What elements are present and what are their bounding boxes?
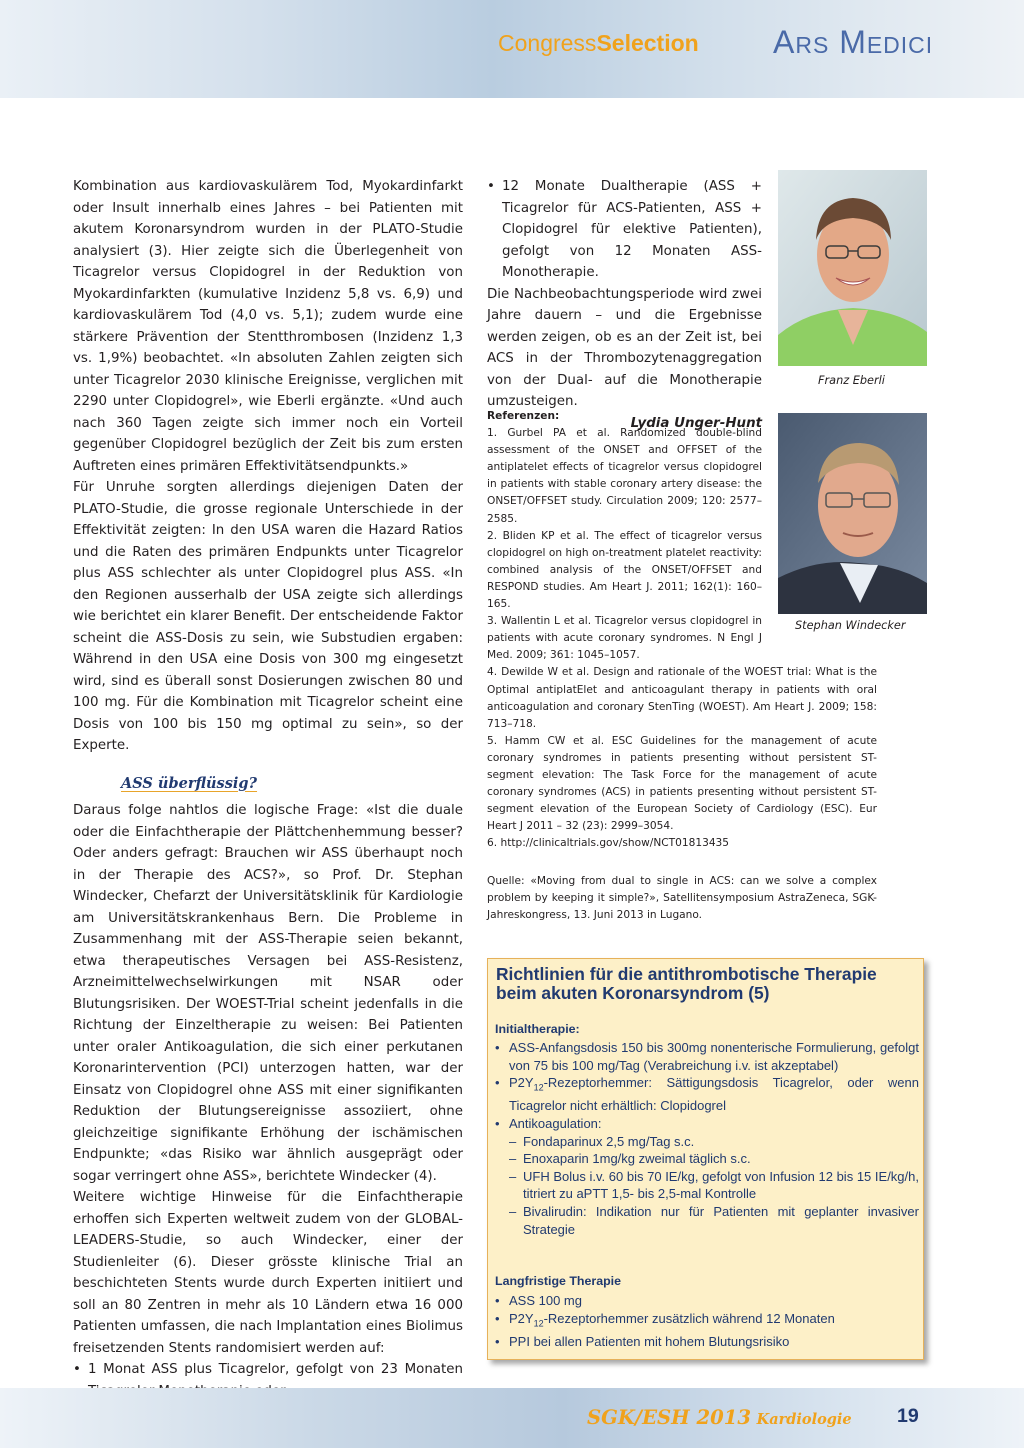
box-list [495, 1292, 919, 1350]
list-item: • $P2Y_{12}$-Rezeptorhemmer zusätzlich während 12 Monaten [495, 1310, 919, 1333]
reference-item: 4. Dewilde W et al. Design and rationale of the WOEST trial: What is the Optimal antiplatElet and anticoagulant therapy in patients with oral anticoagulation and coronary StenTing (WOEST). Am Heart J. 2009; 158: 713–718. [487, 666, 877, 730]
box-title: Richtlinien für die antithrombotische Therapie beim akuten Koronarsyndrom (5) [496, 964, 877, 1003]
list-item: • 1 Monat ASS plus Ticagrelor, gefolgt von 23 Monaten [73, 1359, 463, 1402]
bullet-list [487, 176, 762, 284]
list-item: • $P2Y_{12}$-Rezeptorhemmer: Sättigungsdosis Ticagrelor, oder wenn Ticagrelor nicht erhältlich: Clopidogrel [495, 1074, 919, 1115]
reference-item: 3. Wallentin L et al. Ticagrelor versus clopidogrel in patients with acute coronary syndromes. N Engl J Med. 2009; 361: 1045–1057. [487, 615, 762, 662]
box-section-heading: Initialtherapie: [495, 1022, 580, 1036]
list-item: • PPI bei allen Patienten mit hohem Blutungsrisiko [495, 1333, 919, 1351]
paragraph: Für Unruhe sorgten allerdings diejenigen Daten der PLATO-Studie, die grosse regionale Unterschiede in der Effektivität zeigten: In den USA waren die Hazard Ratios und die Raten des primären Endpunkts unter Ticagrelor plus ASS schlechter als unter Clopidogrel plus ASS. «In den Regionen ausserhalb der USA zeigte sich allerdings wie berichtet ein klarer Benefit. Der entscheidende Faktor scheint die ASS-Dosis zu sein, wie Substudien ergaben: Während in den USA eine Dosis von 300 mg eingesetzt wird, sind es überall sonst Dosierungen zwischen 80 und 100 mg. Für die Kombination mit Ticagrelor scheint eine Dosis von 100 bis 150 mg optimal zu sein», so der Experte. [73, 480, 463, 753]
paragraph: Kombination aus kardiovaskulärem Tod, Myokardinfarkt oder Insult innerhalb eines Jahres – bei Patienten mit akutem Koronarsyndrom wurden in der PLATO-Studie analysiert (3). Hier zeigte sich die Überlegenheit von Ticagrelor versus Clopidogrel in der Reduktion von Myokardinfarkten (kumulative Inzidenz 5,8 vs. 6,9) und kardiovaskulärem Tod (4,0 vs. 5,1); zudem wurde eine stärkere Prävention der Stentthrombosen (Inzidenz 1,3 vs. 1,9%) beobachtet. «In absoluten Zahlen zeigten sich unter Ticagrelor 2030 klinische Ereignisse, verglichen mit 2290 unter Clopidogrel», wie Eberli ergänzte. «Und auch nach 360 Tagen zeigte sich immer noch ein Vorteil gegenüber Clopidogrel bezüglich der Zeit bis zum ersten Auftreten eines primären Effektivitätsendpunkts.» [73, 179, 463, 474]
ars-medici-logo: ARS MEDICI [773, 24, 934, 60]
list-item: • ASS-Anfangsdosis 150 bis 300mg nonenterische Formulierung, gefolgt von 75 bis 100 mg/Tag (Verabreichung i.v. ist akzeptabel) [495, 1039, 919, 1074]
source-note: Quelle: «Moving from dual to single in ACS: can we solve a complex problem by keeping it simple?», Satellitensymposium AstraZeneca, SGK-Jahreskongress, 13. Juni 2013 in Lugano. [487, 875, 877, 922]
photo-franz-eberli [778, 170, 927, 366]
list-item: – Enoxaparin 1mg/kg zweimal täglich s.c. [495, 1150, 919, 1168]
middle-column [487, 176, 762, 434]
paragraph: Daraus folge nahtlos die logische Frage: «Ist die duale oder die Einfachtherapie der Plättchenhemmung besser? Oder anders gefragt: Brauchen wir ASS überhaupt noch in der Therapie des ACS?», so Prof. Dr. Stephan Windecker, Chefarzt der Universitätsklinik für Kardiologie am Universitätskrankenhaus Bern. Die Probleme in Zusammenhang mit der ASS-Therapie seien bekannt, etwa therapeutisches Versagen bei ASS-Resistenz, Arzneimittelwechselwirkungen mit NSAR oder Blutungsrisiken. Der WOEST-Trial scheint jedenfalls in die Richtung der Einzeltherapie zu weisen: Bei Patienten unter oraler Antikoagulation, die sich einer perkutanen Koronarintervention (PCI) unterzogen hatten, war der Einsatz von Clopidogrel ohne ASS mit einer signifikanten Reduktion der Blutungsereignisse assoziiert, ohne gleichzeitige signifikante Erhöhung der ischämischen Endpunkte; «das Risiko war ähnlich ausgeprägt oder sogar verringert ohne ASS», berichtete Windecker (4). [73, 803, 463, 1184]
list-item: • ASS 100 mg [495, 1292, 919, 1310]
paragraph: Weitere wichtige Hinweise für die Einfachtherapie erhoffen sich Experten weltweit zudem von der GLOBAL-LEADERS-Studie, so auch Windecker, einer der Studienleiter (6). Dieser grösste klinische Trial an beschichteten Stents wurde durch Experten initiiert und soll an 80 Zentren in mehr als 10 Ländern etwa 16 000 Patienten umfassen, die nach Implantation eines Biolimus freisetzenden Stents randomisiert werden auf: [73, 1190, 463, 1356]
photo-caption: Stephan Windecker [795, 619, 906, 632]
list-item: • Antikoagulation: [495, 1115, 919, 1133]
paragraph: Die Nachbeobachtungsperiode wird zwei Jahre dauern – und die Ergebnisse werden zeigen, ob es an der Zeit ist, bei ACS in der Thrombozytenaggregation von der Dual- auf die Monotherapie umzusteigen. [487, 286, 762, 409]
reference-item: 6. http://clinicaltrials.gov/show/NCT01813435 [487, 837, 730, 850]
congress-selection-logo: CongressSelection [498, 30, 699, 56]
reference-item: 5. Hamm CW et al. ESC Guidelines for the management of acute coronary syndromes in patients presenting without persistent ST-segment elevation: The Task Force for the management of acute coronary syndromes (ACS) in patients presenting without persistent ST-segment elevation of the European Society of Cardiology (ESC). Eur Heart J 2011 – 32 (23): 2999–3054. [487, 734, 877, 833]
list-item: • 12 Monate Dualtherapie (ASS + Ticagrelor für ACS-Patienten, ASS + Clopidogrel für elektive Patienten), gefolgt von 12 Monaten ASS-Monotherapie. [487, 176, 762, 284]
list-item: – Bivalirudin: Indikation nur für Patienten mit geplanter invasiver Strategie [495, 1203, 919, 1238]
photo-caption: Franz Eberli [818, 374, 885, 387]
guidelines-box [487, 958, 924, 1360]
left-column [73, 176, 463, 1402]
author-name: Lydia Unger-Hunt [630, 415, 762, 431]
section-heading: ASS überflüssig? [121, 774, 258, 792]
references-heading: Referenzen: [487, 410, 560, 422]
journal-footer: SGK/ESH 2013 Kardiologie [587, 1406, 852, 1429]
box-list [495, 1039, 919, 1238]
references [487, 408, 877, 852]
list-item: – Fondaparinux 2,5 mg/Tag s.c. [495, 1133, 919, 1151]
reference-item: 2. Bliden KP et al. The effect of ticagrelor versus clopidogrel on high on-treatment platelet reactivity: combined analysis of the ONSET/OFFSET and RESPOND studies. Am Heart J. 2011; 162(1): 160–165. [487, 529, 762, 611]
reference-item: 1. Gurbel PA et al. Randomized double-blind assessment of the ONSET and OFFSET of the antiplatelet effects of ticagrelor versus clopidogrel in patients with stable coronary artery disease: the ONSET/OFFSET study. Circulation 2009; 120: 2577–2585. [487, 427, 762, 525]
box-section-heading: Langfristige Therapie [495, 1274, 621, 1288]
footer-band [0, 1388, 1024, 1448]
list-item: – UFH Bolus i.v. 60 bis 70 IE/kg, gefolgt von Infusion 12 bis 15 IE/kg/h, titriert zu aPTT 1,5- bis 2,5-mal Kontrolle [495, 1168, 919, 1203]
page-number: 19 [897, 1405, 919, 1427]
